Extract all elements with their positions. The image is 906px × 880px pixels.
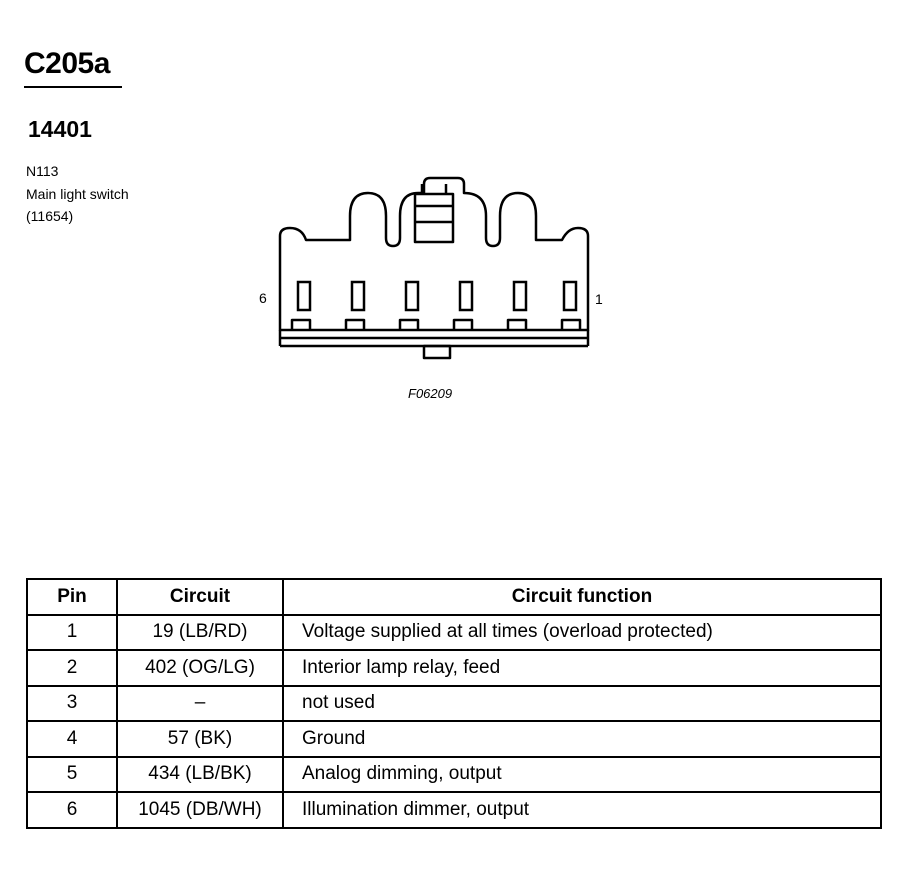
pin-cell: 4 xyxy=(27,721,117,757)
function-cell: Analog dimming, output xyxy=(283,757,881,793)
table-row xyxy=(27,650,881,686)
function-cell: Voltage supplied at all times (overload protected) xyxy=(283,615,881,651)
table-row xyxy=(27,757,881,793)
part-number: 14401 xyxy=(28,116,92,142)
pin-table xyxy=(26,578,882,829)
table-row xyxy=(27,686,881,722)
component-part-number: (11654) xyxy=(26,208,74,224)
connector-latch xyxy=(415,194,453,242)
table-header-row xyxy=(27,579,881,615)
pin-cell: 3 xyxy=(27,686,117,722)
circuit-cell: – xyxy=(117,686,283,722)
component-name: Main light switch xyxy=(26,186,129,202)
table-row xyxy=(27,792,881,828)
pin-1-label: 1 xyxy=(595,291,603,307)
terminal-cavity-5 xyxy=(352,282,364,310)
connector-title: C205a xyxy=(24,47,110,80)
table-row xyxy=(27,615,881,651)
circuit-cell: 402 (OG/LG) xyxy=(117,650,283,686)
function-cell: not used xyxy=(283,686,881,722)
table-row xyxy=(27,721,881,757)
circuit-cell: 434 (LB/BK) xyxy=(117,757,283,793)
terminal-cavity-2 xyxy=(514,282,526,310)
terminal-cavity-1 xyxy=(564,282,576,310)
header-circuit: Circuit xyxy=(117,579,283,615)
title-underline xyxy=(24,86,122,88)
connector-housing-outline xyxy=(280,178,588,330)
function-cell: Interior lamp relay, feed xyxy=(283,650,881,686)
header-circuit-function: Circuit function xyxy=(283,579,881,615)
pin-6-label: 6 xyxy=(259,290,267,306)
function-cell: Ground xyxy=(283,721,881,757)
terminal-cavity-3 xyxy=(460,282,472,310)
pin-cell: 2 xyxy=(27,650,117,686)
circuit-cell: 57 (BK) xyxy=(117,721,283,757)
pin-cell: 1 xyxy=(27,615,117,651)
terminal-cavity-4 xyxy=(406,282,418,310)
terminal-cavity-6 xyxy=(298,282,310,310)
connector-face-diagram xyxy=(270,170,600,365)
pin-cell: 6 xyxy=(27,792,117,828)
component-code: N113 xyxy=(26,163,59,179)
connector-bottom-key xyxy=(424,346,450,358)
circuit-cell: 1045 (DB/WH) xyxy=(117,792,283,828)
header-pin: Pin xyxy=(27,579,117,615)
figure-id: F06209 xyxy=(408,386,453,401)
pin-cell: 5 xyxy=(27,757,117,793)
function-cell: Illumination dimmer, output xyxy=(283,792,881,828)
circuit-cell: 19 (LB/RD) xyxy=(117,615,283,651)
